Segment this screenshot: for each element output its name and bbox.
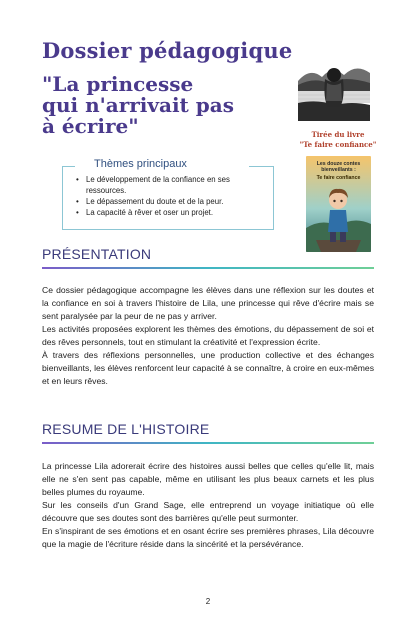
summary-heading: RESUME DE L'HISTOIRE [42,421,210,437]
presentation-heading: PRÉSENTATION [42,246,152,262]
story-title [42,74,234,137]
book-cover-title-line: Te faire confiance [316,175,361,181]
book-cover-title-line: bienveillants : [321,167,356,173]
paragraph: À travers des réflexions personnelles, une production collective et des échanges bienveillants, les élèves renforcent leur capacité à se connaître, à croire en eux-mêmes et en leurs rêves. [42,350,374,386]
themes-title: Thèmes principaux [94,158,187,170]
list-item: • Le dépassement du doute et de la peur. [74,196,269,207]
book-caption-line: "Te faire confiance" [299,140,377,149]
book-caption [288,130,388,150]
presentation-text [42,284,374,388]
princess-illustration [298,41,370,121]
page-number: 2 [205,597,211,606]
story-title-line: qui n'arrivait pas [42,93,234,117]
paragraph: La princesse Lila adorerait écrire des histoires aussi belles que celles qu'elle lit, mais elle ne s'en sent pas capable, même en utilisant les plus beaux carnets et les plus belles plumes du royaume. [42,461,374,497]
story-title-line: "La princesse [42,72,194,96]
paragraph: Sur les conseils d'un Grand Sage, elle entreprend un voyage initiatique où elle découvre que ses doutes sont des barrières qu'elle peut surmonter. [42,500,374,523]
paragraph: En s'inspirant de ses émotions et en osant écrire ses premières phrases, Lila découvre que la magie de l'écriture réside dans la sincérité et la persévérance. [42,526,374,549]
paragraph: Les activités proposées explorent les thèmes des émotions, du dépassement de soi et des rêves personnels, tout en stimulant la créativité et l'expression écrite. [42,324,374,347]
list-item: • Le développement de la confiance en ses ressources. [74,174,269,196]
document-title: Dossier pédagogique [42,38,293,63]
summary-text [42,460,374,551]
list-item: • La capacité à rêver et oser un projet. [74,207,269,218]
book-caption-line: Tirée du livre [311,130,365,139]
section-divider [42,267,374,269]
themes-list [74,174,269,218]
book-cover-title-line: Les douze contes [316,161,361,167]
book-cover-image [306,156,371,252]
story-title-line: à écrire" [42,114,139,138]
paragraph: Ce dossier pédagogique accompagne les élèves dans une réflexion sur les doutes et la confiance en soi à travers l'histoire de Lila, une princesse qui rêve d'écrire mais se sent paralysée par la peur de ne pas y arriver. [42,285,374,321]
section-divider [42,442,374,444]
